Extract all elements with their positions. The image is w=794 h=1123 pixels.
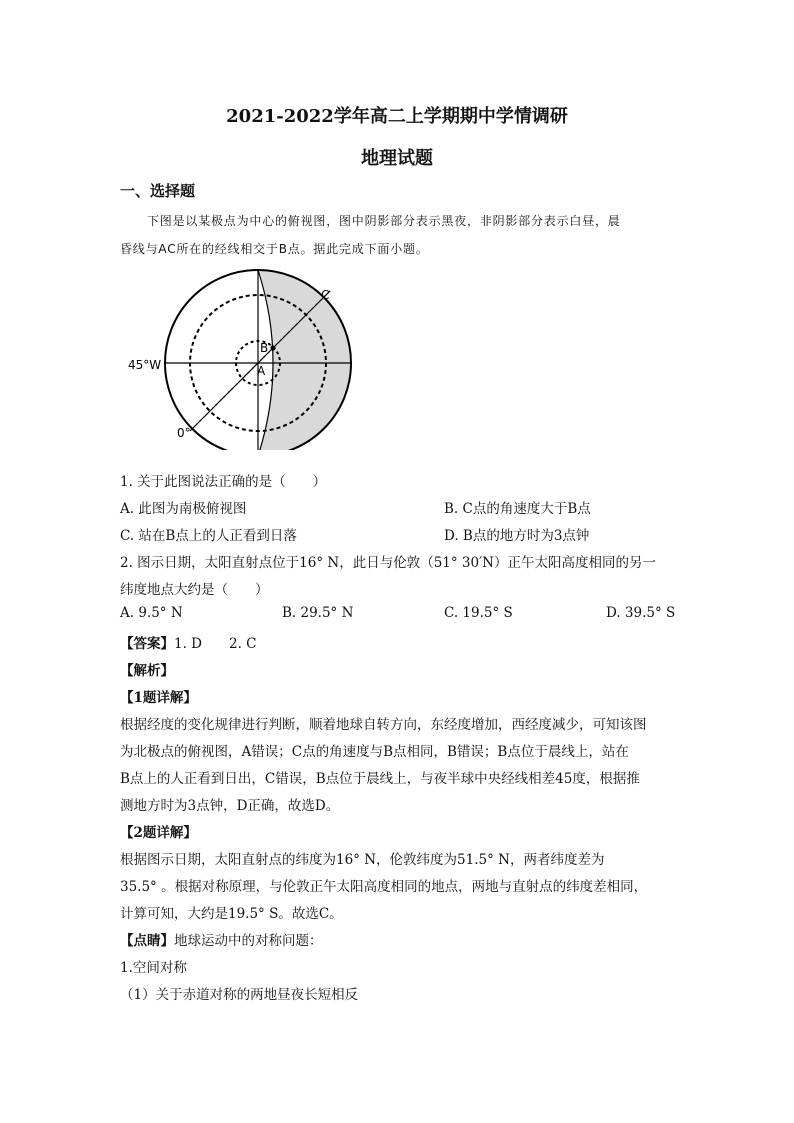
question-2-stem-line-2: 纬度地点大约是（ ） <box>120 582 269 598</box>
q1-detail-line-2: 为北极点的俯视图，A错误；C点的角速度与B点相同，B错误；B点位于晨线上，站在 <box>120 744 629 760</box>
question-2-option-a: A. 9.5° N <box>120 605 183 621</box>
label-b: B <box>260 341 269 355</box>
label-c: C <box>321 288 330 302</box>
section-heading: 一、选择题 <box>120 182 196 200</box>
question-2-option-b: B. 29.5° N <box>282 605 354 621</box>
intro-line-1: 下图是以某极点为中心的俯视图，图中阴影部分表示黑夜，非阴影部分表示白昼，晨 <box>147 214 621 228</box>
tip-text: 地球运动中的对称问题： <box>174 933 323 949</box>
label-0: 0° <box>177 426 191 440</box>
tip-line <box>120 929 323 949</box>
question-1-option-d: D. B点的地方时为3点钟 <box>444 528 590 544</box>
q2-detail-line-1: 根据图示日期，太阳直射点的纬度为16° N，伦敦纬度为51.5° N，两者纬度差为 <box>120 852 605 868</box>
symmetry-heading: 1.空间对称 <box>120 960 187 976</box>
q1-detail-line-4: 测地方时为3点钟，D正确，故选D。 <box>120 798 340 814</box>
page-subtitle: 地理试题 <box>361 148 433 169</box>
q1-detail-label: 【1题详解】 <box>120 690 197 706</box>
question-2-option-d: D. 39.5° S <box>606 605 676 621</box>
question-1-stem: 1. 关于此图说法正确的是（ ） <box>120 474 327 490</box>
question-1-option-b: B. C点的角速度大于B点 <box>444 501 591 517</box>
tip-label: 【点睛】 <box>120 933 174 949</box>
symmetry-item-1: （1）关于赤道对称的两地昼夜长短相反 <box>120 987 359 1003</box>
polar-view-figure <box>120 265 360 450</box>
question-2-stem-line-1: 2. 图示日期，太阳直射点位于16° N，此日与伦敦（51° 30′N）正午太阳高度相同的另一 <box>120 555 656 571</box>
q2-detail-line-3: 计算可知，大约是19.5° S。故选C。 <box>120 906 343 922</box>
point-b-marker <box>270 345 275 350</box>
question-2-option-c: C. 19.5° S <box>444 605 513 621</box>
label-a: A <box>257 364 266 378</box>
question-1-option-a: A. 此图为南极俯视图 <box>120 501 247 517</box>
question-1-option-c: C. 站在B点上的人正看到日落 <box>120 528 297 544</box>
page-title: 2021-2022学年高二上学期期中学情调研 <box>226 106 568 127</box>
night-region <box>258 270 351 450</box>
answer-text: 1. D 2. C <box>174 636 257 652</box>
answer-line <box>120 632 257 652</box>
label-45w: 45°W <box>128 358 162 372</box>
q2-detail-line-2: 35.5° 。根据对称原理，与伦敦正午太阳高度相同的地点，两地与直射点的纬度差相同， <box>120 879 648 895</box>
analysis-label: 【解析】 <box>120 663 174 679</box>
q2-detail-label: 【2题详解】 <box>120 825 197 841</box>
q1-detail-line-3: B点上的人正看到日出，C错误，B点位于晨线上，与夜半球中央经线相差45度，根据推 <box>120 771 640 787</box>
answer-label: 【答案】 <box>120 636 174 652</box>
q1-detail-line-1: 根据经度的变化规律进行判断，顺着地球自转方向，东经度增加，西经度减少，可知该图 <box>120 717 647 733</box>
intro-line-2: 昏线与AC所在的经线相交于B点。据此完成下面小题。 <box>120 242 429 256</box>
